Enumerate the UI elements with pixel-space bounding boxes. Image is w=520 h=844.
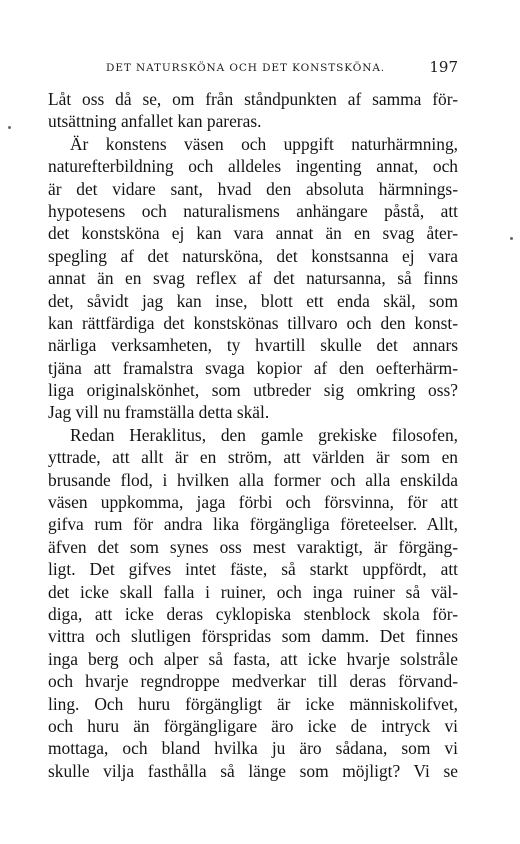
text-line: yttrade, att allt är en ström, att världen är som en — [48, 447, 458, 468]
text-line: gifva rum för andra lika förgängliga företeelser. Allt, — [48, 514, 458, 535]
text-line: närliga verksamheten, ty hvartill skulle det annars — [48, 335, 458, 356]
text-line: det, såvidt jag kan inse, blott ett enda skäl, som — [48, 290, 458, 311]
text-line: Är konstens väsen och uppgift naturhärmning, — [70, 133, 458, 154]
text-line: mottaga, och bland hvilka ju äro sådana, som vi — [48, 738, 458, 759]
text-line: utsättning anfallet kan pareras. — [48, 111, 262, 132]
text-line: skulle vilja fasthålla så länge som möjligt? Vi se — [48, 760, 458, 781]
page-number: 197 — [429, 58, 458, 76]
text-line: kan rättfärdiga det konstskönas tillvaro och den konst- — [48, 312, 458, 333]
text-line: och hvarje regndroppe medverkar till deras förvand- — [48, 671, 458, 692]
margin-speck — [510, 237, 513, 240]
text-line: hypotesens och naturalismens anhängare påstå, att — [48, 200, 458, 221]
text-line: annat än en svag reflex af det natursanna, så finns — [48, 268, 458, 289]
text-line: Låt oss då se, om från ståndpunkten af samma för- — [48, 89, 458, 109]
text-line: Redan Heraklitus, den gamle grekiske filosofen, — [70, 424, 458, 445]
text-line: liga originalskönhet, som utbreder sig omkring oss? — [48, 380, 458, 401]
running-title: DET NATURSKÖNA OCH DET KONSTSKÖNA. — [106, 62, 386, 74]
margin-speck — [8, 126, 11, 129]
text-line: äfven det som synes oss mest varaktigt, är förgäng- — [48, 536, 458, 557]
body-text — [48, 88, 458, 782]
text-line: väsen uppkomma, jaga förbi och försvinna, för att — [48, 492, 458, 513]
text-line: och huru än förgängligare äro icke de intryck vi — [48, 715, 458, 736]
text-line: Jag vill nu framställa detta skäl. — [48, 402, 270, 423]
text-line: ligt. Det gifves intet fäste, så starkt uppfördt, att — [48, 559, 458, 580]
text-line: vittra och slutligen förspridas som damm. Det finnes — [48, 626, 458, 647]
text-line: brusande flod, i hvilken alla former och alla enskilda — [48, 469, 458, 490]
text-line: spegling af det natursköna, det konstsanna ej vara — [48, 245, 458, 266]
running-header — [48, 58, 458, 78]
text-line: inga berg och alper så fasta, att icke hvarje solstråle — [48, 648, 458, 669]
text-line: diga, att icke deras cyklopiska stenblock skola för- — [48, 603, 458, 624]
text-line: tjäna att framalstra svaga kopior af den oefterhärm- — [48, 357, 458, 378]
text-line: naturefterbildning och alldeles ingenting annat, och — [48, 156, 458, 177]
text-line: är det vidare sant, hvad den absoluta härmnings- — [48, 178, 458, 199]
text-line: det konstsköna ej kan vara annat än en svag åter- — [48, 223, 458, 244]
text-line: det icke skall falla i ruiner, och inga ruiner så väl- — [48, 581, 458, 602]
text-line: ling. Och huru förgängligt är icke människolifvet, — [48, 693, 458, 714]
